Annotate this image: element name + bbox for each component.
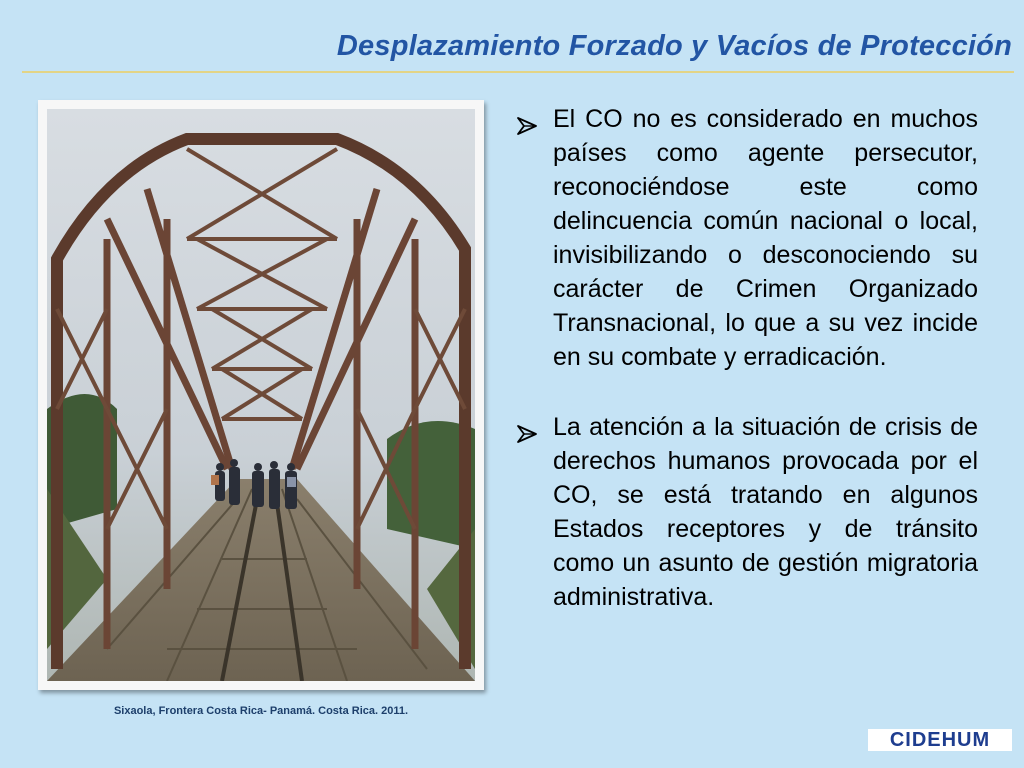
bridge-photo: [38, 100, 484, 690]
slide-title: Desplazamiento Forzado y Vacíos de Protección: [336, 30, 1012, 62]
cidehum-logo: CIDEHUM: [868, 729, 1012, 751]
bridge-photo-image: [47, 109, 475, 681]
arrow-bullet-icon: [516, 419, 538, 453]
bullet-text: La atención a la situación de crisis de derechos humanos provocada por el CO, se está tratando en algunos Estados receptores y de tránsito como un asunto de gestión migratoria administrativa.: [553, 413, 978, 611]
bullet-item: [514, 410, 978, 614]
bullet-text: El CO no es considerado en muchos países como agente persecutor, reconociéndose este como delincuencia común nacional o local, invisibilizando o desconociendo su carácter de Crimen Organizado Transnacional, lo que a su vez incide en su combate y erradicación.: [553, 105, 978, 371]
arrow-bullet-icon: [516, 111, 538, 145]
title-divider: [22, 71, 1014, 73]
bullet-item: [514, 102, 978, 374]
photo-caption: Sixaola, Frontera Costa Rica- Panamá. Costa Rica. 2011.: [113, 705, 409, 717]
bullet-list: [514, 102, 978, 614]
